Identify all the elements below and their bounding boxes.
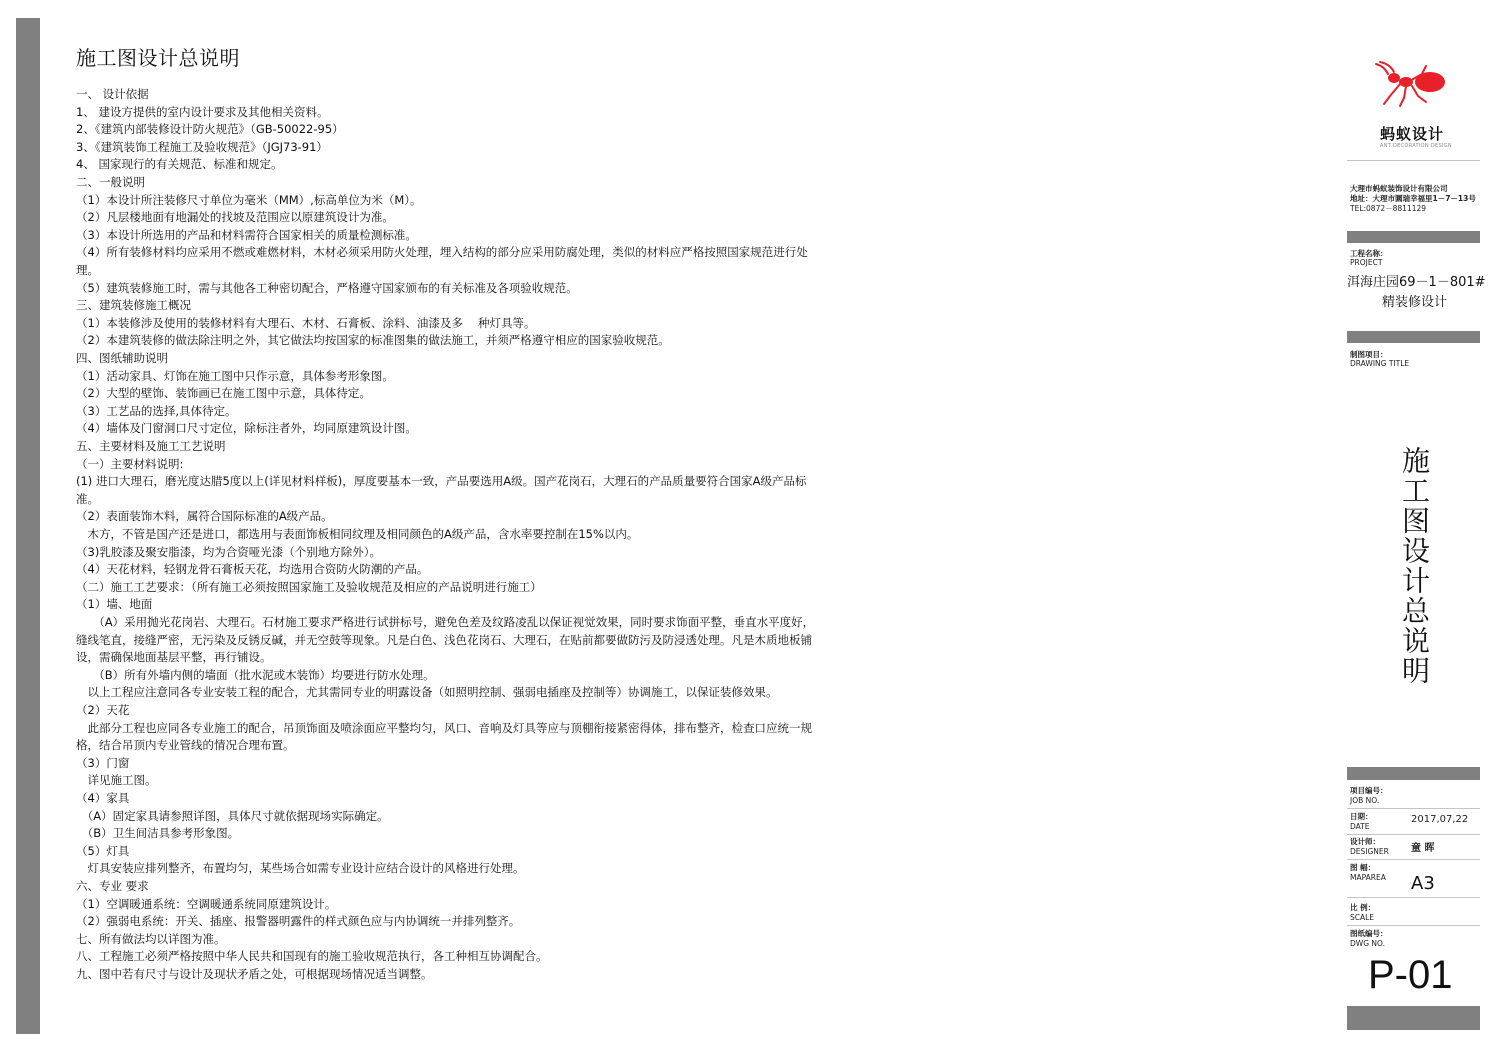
spec-line: （2）大型的壁饰、装饰画已在施工图中示意，具体待定。	[76, 386, 371, 401]
spec-line: 1、 建设方提供的室内设计要求及其他相关资料。	[76, 104, 329, 119]
spec-line: 4、 国家现行的有关规范、标准和规定。	[76, 157, 283, 172]
project-name: 洱海庄园69－1－801#	[1347, 275, 1486, 290]
gray-band	[1347, 331, 1480, 343]
spec-line: 一、 设计依据	[76, 87, 149, 101]
logo-subtitle: ANT DECORATION DESIGN	[1380, 143, 1452, 149]
drawing-label-cn: 制图项目：	[1350, 350, 1388, 359]
ant-logo-icon	[1370, 60, 1454, 108]
document-title: 施工图设计总说明	[76, 46, 240, 70]
spec-line: （4）墙体及门窗洞口尺寸定位，除标注者外，均同原建筑设计图。	[76, 421, 417, 436]
divider	[1347, 897, 1480, 898]
spec-line: (1) 进口大理石，磨光度达腊5度以上(详见材料样板)，厚度要基本一致，产品要选用A级。国产花岗石，大理石的产品质量要符合国家A级产品标	[76, 474, 807, 489]
spec-line: （4）天花材料，轻钢龙骨石膏板天花，均选用合资防火防潮的产品。	[76, 562, 429, 577]
spec-line: （2）表面装饰木料，属符合国际标准的A级产品。	[76, 509, 333, 524]
spec-line: 缝线笔直，接缝严密，无污染及反锈反碱，并无空鼓等现象。凡是白色、浅色花岗石、大理石，在贴前都要做防污及防浸透处理。凡是木质地板铺	[76, 632, 812, 647]
dwg-label-en: DWG NO.	[1350, 939, 1385, 948]
spec-line: 此部分工程也应同各专业施工的配合，吊顶饰面及喷涂面应平整均匀，风口、音响及灯具等应与顶棚衔接紧密得体，排布整齐，检查口应统一规	[76, 720, 812, 735]
designer-label-en: DESIGNER	[1350, 847, 1389, 856]
spec-line: （3）本设计所选用的产品和材料需符合国家相关的质量检测标准。	[76, 227, 417, 242]
spec-line: （2）强弱电系统：开关、插座、报警器明露件的样式颜色应与内协调统一并排列整齐。	[76, 914, 521, 929]
spec-line: （5）建筑装修施工时，需与其他各工种密切配合，严格遵守国家颁布的有关标准及各项验收规范。	[76, 280, 578, 295]
spec-line: 3、《建筑装饰工程施工及验收规范》（JGJ73-91）	[76, 139, 328, 154]
spec-line: （1）墙、地面	[76, 597, 153, 612]
project-label-cn: 工程名称：	[1350, 249, 1388, 258]
dwg-number: P-01	[1368, 953, 1453, 997]
spec-line: 七、所有做法均以详图为准。	[76, 931, 226, 946]
spec-line: 设，需确保地面基层平整，再行铺设。	[76, 650, 272, 665]
gray-band	[1347, 231, 1480, 243]
gray-band	[1347, 1006, 1480, 1030]
spec-line: 木方，不管是国产还是进口，都选用与表面饰板相同纹理及相同颜色的A级产品，含水率要控制在15%以内。	[76, 527, 639, 541]
spec-line: （4）家具	[76, 791, 130, 805]
spec-line: （A）固定家具请参照详图，具体尺寸就依据现场实际确定。	[76, 808, 389, 823]
spec-line: （二）施工工艺要求：（所有施工必须按照国家施工及验收规范及相应的产品说明进行施工）	[76, 579, 542, 594]
divider	[1347, 808, 1480, 809]
divider	[1347, 859, 1480, 860]
divider	[1347, 160, 1480, 161]
spec-line: （2）本建筑装修的做法除注明之外，其它做法均按国家的标准图集的做法施工，并须严格遵守相应的国家验收规范。	[76, 333, 670, 348]
map-label-en: MAPAREA	[1350, 873, 1386, 882]
date-value: 2017,07,22	[1411, 814, 1469, 825]
spec-line: 以上工程应注意同各专业安装工程的配合，尤其需同专业的明露设备（如照明控制、强弱电插座及控制等）协调施工，以保证装修效果。	[76, 685, 778, 700]
logo-text: 蚂蚁设计	[1380, 125, 1445, 143]
spec-line: （B）卫生间洁具参考形象图。	[76, 826, 240, 841]
left-margin-bar	[16, 18, 40, 1034]
spec-line: 六、专业 要求	[76, 879, 149, 893]
dwg-label-cn: 图纸编号：	[1350, 929, 1388, 938]
spec-line: 灯具安装应排列整齐，布置均匀，某些场合如需专业设计应结合设计的风格进行处理。	[76, 861, 525, 876]
spec-line: （1）本设计所注装修尺寸单位为毫米（MM）,标高单位为米（M）。	[76, 192, 422, 207]
divider	[1347, 834, 1480, 835]
job-label-en: JOB NO.	[1350, 796, 1380, 805]
spec-line: 格，结合吊顶内专业管线的情况合理布置。	[76, 738, 295, 753]
map-label-cn: 图 幅：	[1350, 863, 1376, 872]
spec-line: 详见施工图。	[76, 773, 157, 788]
spec-line: 理。	[76, 263, 99, 277]
spec-line: （5）灯具	[76, 843, 130, 858]
spec-line: （4）所有装修材料均应采用不燃或难燃材料，木材必须采用防火处理，埋入结构的部分应采用防腐处理，类似的材料应严格按照国家规范进行处	[76, 245, 808, 260]
company-tel: TEL:0872－8811129	[1350, 204, 1427, 213]
spec-line: 五、主要材料及施工工艺说明	[76, 439, 226, 453]
job-label-cn: 项目编号：	[1350, 786, 1388, 795]
spec-line: 二、一般说明	[76, 175, 145, 189]
drawing-label-en: DRAWING TITLE	[1350, 359, 1410, 368]
project-label-en: PROJECT	[1350, 258, 1383, 267]
gray-band	[1347, 767, 1480, 780]
spec-line: （3）门窗	[76, 755, 130, 770]
spec-line: （1）空调暖通系统：空调暖通系统同原建筑设计。	[76, 896, 337, 911]
spec-line: （A）采用抛光花岗岩、大理石。石材施工要求严格进行试拼标号，避免色差及纹路凌乱以保证视觉效果，同时要求饰面平整，垂直水平度好，	[76, 615, 815, 629]
spec-line: （B）所有外墙内侧的墙面（批水泥或木装饰）均要进行防水处理。	[76, 667, 435, 682]
map-value: A3	[1411, 873, 1435, 894]
spec-line: 三、建筑装修施工概况	[76, 298, 191, 313]
company-name: 大理市蚂蚁装饰设计有限公司	[1350, 184, 1448, 193]
scale-label-en: SCALE	[1350, 913, 1375, 922]
spec-line: （1）活动家具、灯饰在施工图中只作示意，具体参考形象图。	[76, 368, 394, 383]
spec-line: 2、《建筑内部装修设计防火规范》（GB-50022-95）	[76, 122, 344, 137]
project-subtitle: 精装修设计	[1382, 295, 1448, 310]
spec-line: （2）天花	[76, 703, 130, 717]
spec-line: （3)乳胶漆及聚安脂漆，均为合资哑光漆（个别地方除外）。	[76, 544, 382, 559]
divider	[1347, 925, 1480, 926]
drawing-title-vertical: 施工图设计总说明	[1398, 446, 1431, 686]
date-label-en: DATE	[1350, 822, 1370, 831]
scale-label-cn: 比 例：	[1350, 903, 1376, 912]
spec-line: （3）工艺品的选择,具体待定。	[76, 403, 237, 418]
spec-line: 八、工程施工必须严格按照中华人民共和国现有的施工验收规范执行，各工种相互协调配合。	[76, 949, 548, 964]
spec-line: （1）本装修涉及使用的装修材料有大理石、木材、石膏板、涂料、油漆及多 种灯具等。	[76, 315, 536, 330]
spec-line: （一）主要材料说明:	[76, 456, 184, 471]
spec-line: 九、图中若有尺寸与设计及现状矛盾之处，可根据现场情况适当调整。	[76, 967, 433, 981]
designer-label-cn: 设计师：	[1350, 837, 1380, 846]
spec-line: 四、图纸辅助说明	[76, 351, 168, 365]
designer-value: 童 晖	[1411, 843, 1435, 854]
date-label-cn: 日期：	[1350, 812, 1373, 821]
spec-line: 准。	[76, 491, 99, 506]
company-address: 地址：大理市圜瑞幸福里1－7－13号	[1350, 194, 1476, 203]
spec-line: （2）凡层楼地面有地漏处的找坡及范围应以原建筑设计为准。	[76, 210, 394, 225]
